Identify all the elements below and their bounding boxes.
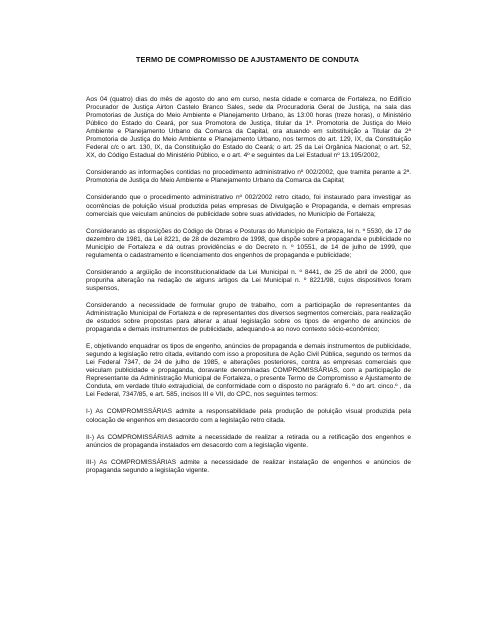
paragraph-objetivando: E, objetivando enquadrar os tipos de engenho, anúncios de propaganda e demais instrumentos de publicidade, segundo a legislação retro citada, evitando com isso a propositura de Ação Civil Pública, segundo os termos da Lei Federal 7347, de 24 de julho de 1985, e alterações posteriores, contra as empresas comerciais que veiculam publicidade e propaganda, doravante denominadas COMPROMISSÁRIAS, com a participação de Representante da Administração Municipal de Fortaleza, o presente Termo de Compromisso e Ajustamento de Conduta, em verdade título extrajudicial, de conformidade com o disposto no parágrafo 6. º do art. cinco.º , da Lei Federal, 7347/85, e art. 585, incisos III e VII, do CPC, nos seguintes termos: (86, 343, 411, 399)
clause-i: I-) As COMPROMISSÁRIAS admite a responsabilidade pela produção de poluição visual produzida pela colocação de engenhos em desacordo com a legislação retro citada. (86, 408, 411, 424)
document-body (86, 96, 411, 475)
paragraph-considerando-3: Considerando as disposições do Código de Obras e Posturas do Município de Fortaleza, lei n. º 5530, de 17 de dezembro de 1981, da Lei 8221, de 28 de dezembro de 1998, que dispõe sobre a propaganda e publicidade no Município de Fortaleza e dá outras providências e do Decreto n. º 10551, de 14 de julho de 1999, que regulamenta o cadastramento e licenciamento dos engenhos de propaganda e publicidade; (86, 227, 411, 259)
paragraph-considerando-2: Considerando que o procedimento administrativo nº 002/2002 retro citado, foi instaurado para investigar as ocorrências de poluição visual produzida pelas empresas de Divulgação e Propaganda, e demais empresas comerciais que veiculam anúncios de publicidade sobre suas atividades, no Município de Fortaleza; (86, 194, 411, 218)
clause-iii: III-) As COMPROMISSÁRIAS admite a necessidade de realizar instalação de engenhos e anúncios de propaganda segundo a legislação vigente. (86, 458, 411, 474)
clause-ii: II-) As COMPROMISSÁRIAS admite a necessidade de realizar a retirada ou a retificação dos engenhos e anúncios de propaganda instalados em desacordo com a legislação vigente. (86, 433, 411, 449)
paragraph-considerando-5: Considerando a necessidade de formular grupo de trabalho, com a participação de representantes da Administração Municipal de Fortaleza e de representantes dos diversos segmentos comerciais, para realização de estudos sobre propostas para alterar a atual legislação sobre os tipos de engenho de anúncios de propaganda e demais instrumentos de publicidade, adequando-a ao novo contexto sócio-econômico; (86, 301, 411, 334)
paragraph-considerando-4: Considerando a argüição de inconstitucionalidade da Lei Municipal n. º 8441, de 25 de abril de 2000, que propunha alteração na redação de alguns artigos da Lei Municipal n. º 8221/98, cujos dispositivos foram suspensos, (86, 268, 411, 292)
paragraph-preamble: Aos 04 (quatro) dias do mês de agosto do ano em curso, nesta cidade e comarca de Fortaleza, no Edifício Procurador de Justiça Airton Castelo Branco Sales, sede da Procuradoria Geral de Justiça, na sala das Promotorias de Justiça do Meio Ambiente e Planejamento Urbano, às 13:00 horas (treze horas), o Ministério Público do Estado do Ceará, por sua Promotora de Justiça, titular da 1ª. Promotoria de Justiça do Meio Ambiente e Planejamento Urbano da Comarca da Capital, ora atuando em substituição a Titular da 2ª Promotoria de Justiça do Meio Ambiente e Planejamento Urbano, nos termos do art. 129, IX, da Constituição Federal c/c o art. 130, IX, da Constituição do Estado do Ceará; o art. 25 da Lei Orgânica Nacional; o art. 52, XX, do Código Estadual do Ministério Público, e o art. 4º e seguintes da Lei Estadual nº 13.195/2002, (86, 96, 411, 160)
document-title: TERMO DE COMPROMISSO DE AJUSTAMENTO DE CONDUTA (135, 55, 360, 64)
paragraph-considerando-1: Considerando as informações contidas no procedimento administrativo nº 002/2002, que tramita perante a 2ª. Promotoria de Justiça do Meio Ambiente e Planejamento Urbano da Comarca da Capital; (86, 169, 411, 185)
